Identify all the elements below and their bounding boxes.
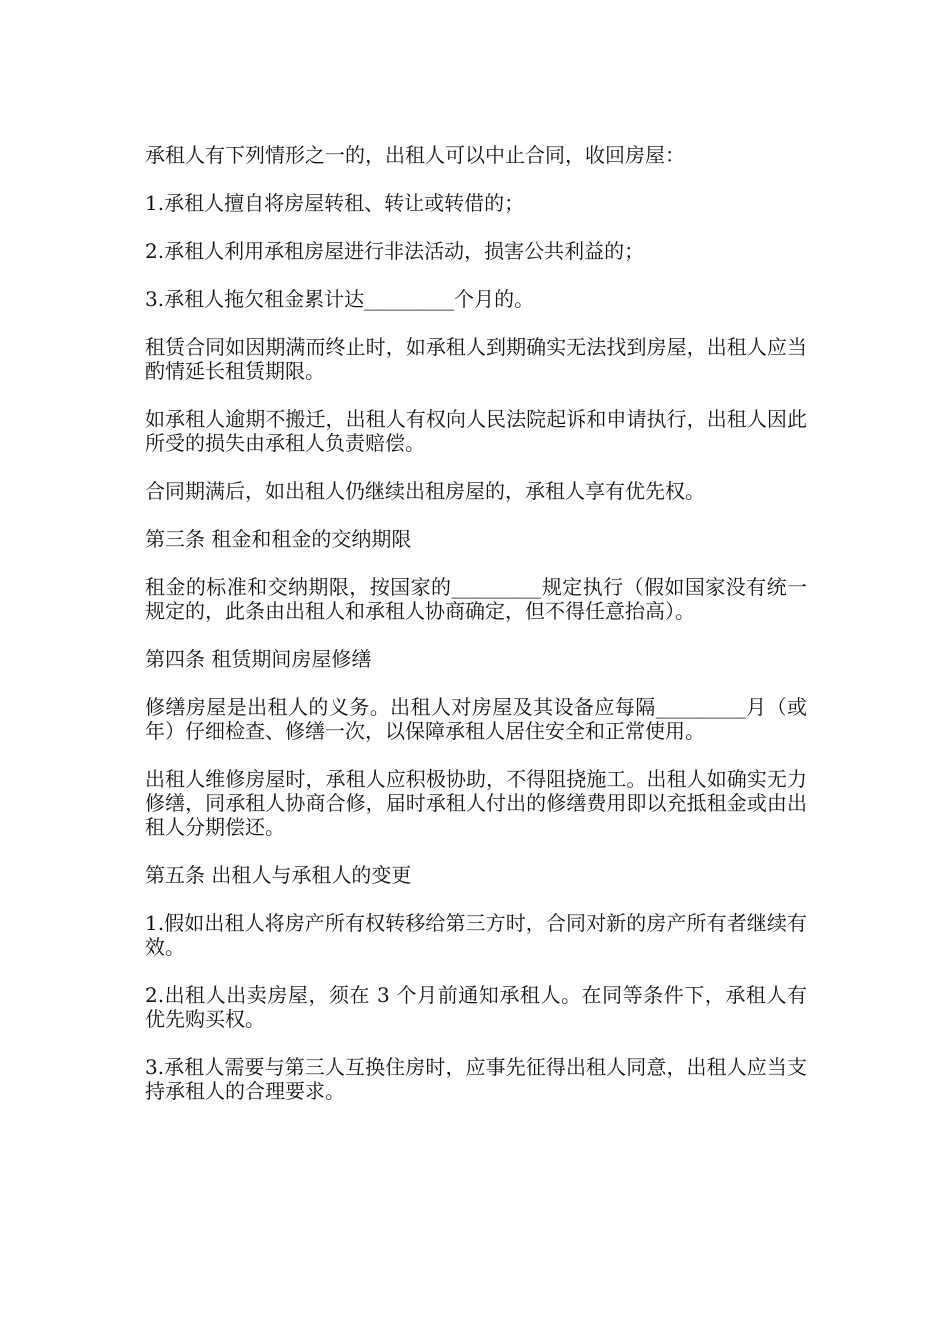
paragraph-repair-duty: 修缮房屋是出租人的义务。出租人对房屋及其设备应每隔_________月（或年）仔细检查、修缮一次，以保障承租人居住安全和正常使用。	[145, 695, 807, 743]
paragraph-item-sublet: 1.承租人擅自将房屋转租、转让或转借的；	[145, 191, 525, 215]
paragraph-rent-standard: 租金的标准和交纳期限，按国家的_________规定执行（假如国家没有统一规定的，此条由出租人和承租人协商确定，但不得任意抬高）。	[145, 575, 807, 623]
paragraph-overstay: 如承租人逾期不搬迁，出租人有权向人民法院起诉和申请执行，出租人因此所受的损失由承租人负责赔偿。	[145, 407, 807, 455]
paragraph-termination-conditions: 承租人有下列情形之一的，出租人可以中止合同，收回房屋：	[145, 143, 685, 167]
paragraph-item-arrears: 3.承租人拖欠租金累计达_________个月的。	[145, 287, 535, 311]
paragraph-sale-notice: 2.出租人出卖房屋，须在 3 个月前通知承租人。在同等条件下，承租人有优先购买权。	[145, 983, 807, 1031]
paragraph-ownership-transfer: 1.假如出租人将房产所有权转移给第三方时，合同对新的房产所有者继续有效。	[145, 911, 807, 959]
paragraph-priority-right: 合同期满后，如出租人仍继续出租房屋的，承租人享有优先权。	[145, 479, 705, 503]
paragraph-repair-cooperation: 出租人维修房屋时，承租人应积极协助，不得阻挠施工。出租人如确实无力修缮，同承租人协商合修，届时承租人付出的修缮费用即以充抵租金或由出租人分期偿还。	[145, 767, 807, 839]
heading-article-5: 第五条 出租人与承租人的变更	[145, 863, 412, 887]
paragraph-housing-swap: 3.承租人需要与第三人互换住房时，应事先征得出租人同意，出租人应当支持承租人的合理要求。	[145, 1055, 807, 1103]
heading-article-4: 第四条 租赁期间房屋修缮	[145, 647, 372, 671]
paragraph-item-illegal-use: 2.承租人利用承租房屋进行非法活动，损害公共利益的；	[145, 239, 645, 263]
document-page	[145, 143, 807, 1127]
paragraph-lease-extension: 租赁合同如因期满而终止时，如承租人到期确实无法找到房屋，出租人应当酌情延长租赁期限。	[145, 335, 807, 383]
heading-article-3: 第三条 租金和租金的交纳期限	[145, 527, 412, 551]
